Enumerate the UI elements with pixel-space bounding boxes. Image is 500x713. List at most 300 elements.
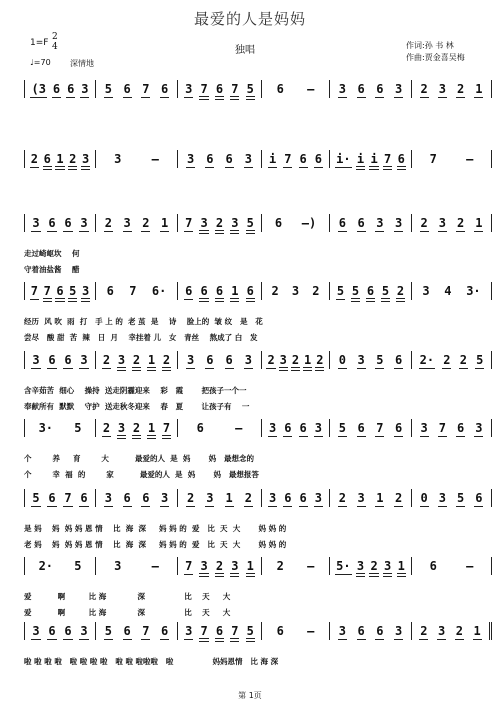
note: 7	[30, 284, 39, 298]
note: –	[466, 559, 474, 573]
note: 3	[81, 152, 90, 166]
measure	[412, 150, 492, 168]
note: 3	[104, 491, 112, 505]
note: 2	[395, 491, 403, 505]
note: 7	[429, 152, 437, 166]
measure	[330, 622, 412, 640]
measure	[24, 622, 96, 640]
expression-marking: 深情地	[70, 59, 94, 68]
note: 3	[269, 491, 277, 505]
note: 6	[429, 559, 437, 573]
measure	[262, 282, 330, 300]
note: 7	[142, 624, 150, 638]
note: 0	[338, 353, 346, 367]
notation-row	[24, 280, 492, 300]
note: 1	[475, 82, 483, 96]
note: 7	[200, 82, 208, 96]
note: 2	[396, 284, 405, 298]
note: 3	[161, 491, 169, 505]
measure	[262, 489, 330, 507]
note: 3	[422, 284, 430, 298]
note: 6	[395, 421, 403, 435]
measure	[412, 419, 492, 437]
lyric-line: 啦 啦 啦 啦 啦 啦 啦 啦 啦 啦 啦啦啦 啦 妈妈恩情 比 海 深	[24, 657, 279, 666]
tempo-marking: ♩=70	[30, 58, 51, 67]
note: 3	[356, 559, 365, 573]
note: 3	[185, 82, 193, 96]
measure	[24, 557, 96, 575]
note: 2	[420, 216, 428, 230]
note: 2	[215, 559, 224, 573]
lyric-line: 含辛茹苦 细心 操持 送走阴霾迎来 彩 霞 把孩子一个一	[24, 386, 247, 395]
note: 7	[185, 559, 193, 573]
measure	[96, 150, 178, 168]
lyric-line: 个 幸 福 的 家 最爱的人 是 妈 妈 最想报答	[24, 470, 259, 479]
note: 2	[69, 152, 77, 166]
note: 7	[384, 152, 392, 166]
note: 3	[32, 216, 40, 230]
measure	[96, 351, 178, 369]
measure	[330, 489, 412, 507]
note: 5	[246, 216, 254, 230]
measure	[178, 557, 262, 575]
measure	[24, 282, 96, 300]
note: 3	[117, 421, 126, 435]
note: 3	[438, 82, 446, 96]
note: –)	[301, 216, 317, 230]
note: 2	[142, 216, 150, 230]
note: 7	[162, 421, 171, 435]
notation-row	[24, 487, 492, 507]
note: 6	[64, 216, 72, 230]
notation-row	[24, 417, 492, 437]
note: 3	[244, 353, 252, 367]
measure	[96, 282, 178, 300]
note: 3	[231, 216, 239, 230]
note: 3	[123, 216, 131, 230]
measure	[262, 80, 330, 98]
note: 5	[69, 284, 77, 298]
note: 7	[200, 624, 208, 638]
note: 1	[475, 216, 483, 230]
note: 3	[117, 353, 126, 367]
note: 6	[48, 491, 56, 505]
note: –	[235, 421, 243, 435]
note: 3	[244, 152, 252, 166]
note: 6	[376, 624, 384, 638]
note: 6	[206, 353, 214, 367]
note: 3	[32, 353, 40, 367]
note: 7	[64, 491, 72, 505]
score-line	[24, 148, 492, 176]
note: 6	[48, 624, 56, 638]
lyric-line: 尝尽 酸 甜 苦 辣 日 月 幸挂着 儿 女 青丝 熬成了 白 发	[24, 333, 258, 342]
note: 2	[102, 421, 111, 435]
note: 1	[231, 284, 239, 298]
note: 7	[231, 82, 239, 96]
note: 5	[104, 624, 112, 638]
note: 7	[231, 624, 239, 638]
note: 3	[187, 152, 195, 166]
lyric-line: 奉献所有 默默 守护 送走秋冬迎来 春 夏 让孩子有 一	[24, 402, 250, 411]
note: 1	[304, 353, 312, 367]
note: 7	[284, 152, 292, 166]
song-title: 最爱的人是妈妈	[193, 10, 306, 28]
note: 2	[162, 353, 171, 367]
measure	[24, 150, 96, 168]
note: 3	[279, 353, 287, 367]
note: 2	[459, 353, 467, 367]
note: 3	[187, 353, 195, 367]
note: 6	[161, 624, 169, 638]
measure	[24, 214, 96, 232]
note: –	[307, 82, 315, 96]
note: 6	[48, 353, 56, 367]
note: 5·	[336, 559, 351, 573]
lyric-line: 走过崎岖坎 何	[24, 249, 80, 258]
note: 5	[457, 491, 465, 505]
note: 0	[420, 491, 428, 505]
note: 1	[147, 421, 156, 435]
notation-row	[24, 78, 492, 98]
note: 6	[357, 82, 365, 96]
note: 2	[291, 353, 300, 367]
note: 6	[43, 152, 51, 166]
note: 6	[206, 152, 214, 166]
note: 6	[56, 284, 64, 298]
note: 5	[74, 559, 82, 573]
measure	[330, 351, 412, 369]
note: 6	[52, 82, 61, 96]
note: 3	[357, 491, 365, 505]
time-signature-top: 2	[52, 32, 58, 42]
note: 5	[376, 353, 384, 367]
score-line	[24, 555, 492, 617]
measure	[178, 489, 262, 507]
lyric-line: 经历 风 吹 雨 打 手 上 的 老 茧 是 诗 脸上的 皱 纹 是 花	[24, 317, 263, 326]
note: 5	[32, 491, 40, 505]
note: 3	[338, 624, 346, 638]
measure	[330, 419, 412, 437]
note: 3	[291, 284, 300, 298]
note: 3	[395, 216, 403, 230]
note: 6	[64, 624, 72, 638]
measure	[178, 150, 262, 168]
measure	[178, 282, 262, 300]
note: 3	[357, 353, 365, 367]
note: 3	[438, 491, 446, 505]
note: 3	[200, 559, 208, 573]
note: 3	[475, 421, 483, 435]
note: 5	[246, 624, 254, 638]
note: 2	[267, 353, 275, 367]
note: 2	[102, 353, 111, 367]
note: 2	[132, 353, 141, 367]
note: –	[151, 152, 159, 166]
note: 6	[123, 491, 131, 505]
notation-row	[24, 148, 492, 168]
note: 5	[381, 284, 390, 298]
note: 3	[395, 82, 403, 96]
measure	[96, 557, 178, 575]
score-line	[24, 417, 492, 479]
measure	[178, 214, 262, 232]
lyric-line: 爱 啊 比 海 深 比 天 大	[24, 608, 231, 617]
note: 7	[185, 216, 193, 230]
note: 2·	[38, 559, 54, 573]
lyric-line: 守着油盐酱 醋	[24, 265, 80, 274]
note: 1	[225, 491, 233, 505]
measure	[24, 489, 96, 507]
note: 3	[114, 559, 122, 573]
measure	[330, 80, 412, 98]
note: 7	[129, 284, 137, 298]
note: 6	[299, 152, 307, 166]
note: 6	[397, 152, 405, 166]
measure	[96, 214, 178, 232]
note: 2·	[419, 353, 435, 367]
note: 6	[185, 284, 193, 298]
note: 3	[231, 559, 239, 573]
note: 6	[338, 216, 346, 230]
note: i	[269, 152, 277, 166]
measure	[412, 489, 492, 507]
lyric-line: 爱 啊 比 海 深 比 天 大	[24, 592, 231, 601]
time-signature-bottom: 4	[52, 42, 58, 52]
note: 3	[384, 559, 392, 573]
note: 2	[316, 353, 324, 367]
note: 6	[246, 284, 254, 298]
note: 6	[357, 421, 365, 435]
time-signature	[52, 32, 58, 52]
note: 4	[444, 284, 452, 298]
note: 2	[312, 284, 320, 298]
note: 3	[114, 152, 122, 166]
note: 2	[443, 353, 451, 367]
note: 6	[276, 624, 284, 638]
note: 3·	[466, 284, 481, 298]
note: 2	[187, 491, 195, 505]
measure	[412, 282, 492, 300]
note: 3	[81, 284, 90, 298]
note: 3	[81, 82, 89, 96]
note: 6	[299, 421, 307, 435]
note: (3	[31, 82, 46, 96]
note: 2	[271, 284, 279, 298]
note: 2	[104, 216, 112, 230]
note: 5	[246, 82, 254, 96]
note: 6	[215, 624, 224, 638]
note: –	[307, 624, 315, 638]
note: 2	[455, 624, 463, 638]
lyric-line: 个 养 育 大 最爱的人 是 妈 妈 最想念的	[24, 454, 254, 463]
note: 3	[32, 624, 40, 638]
note: 6	[200, 284, 208, 298]
note: 7	[142, 82, 150, 96]
measure	[330, 557, 412, 575]
notation-row	[24, 620, 492, 640]
note: 2	[244, 491, 252, 505]
note: 6·	[151, 284, 167, 298]
lyric-line: 老 妈 妈 妈 妈 恩 情 比 海 深 妈 妈 的 爱 比 天 大 妈 妈 的	[24, 540, 287, 549]
note: –	[151, 559, 159, 573]
note: 3	[80, 353, 88, 367]
note: 2	[457, 216, 465, 230]
note: i·	[336, 152, 351, 166]
note: 3	[395, 624, 403, 638]
note: 1	[147, 353, 156, 367]
note: 3	[314, 421, 322, 435]
measure	[24, 80, 96, 98]
measure	[330, 214, 412, 232]
note: 6	[215, 82, 224, 96]
note: –	[307, 559, 315, 573]
note: 6	[48, 216, 56, 230]
note: 3	[338, 82, 346, 96]
note: 3	[376, 216, 384, 230]
score-line	[24, 280, 492, 342]
note: 2	[30, 152, 39, 166]
measure	[96, 622, 178, 640]
note: 1	[161, 216, 169, 230]
measure	[178, 80, 262, 98]
note: 6	[284, 491, 292, 505]
score-line	[24, 349, 492, 411]
measure	[262, 622, 330, 640]
note: 2	[338, 491, 346, 505]
note: 3	[314, 491, 322, 505]
notation-row	[24, 212, 492, 232]
note: 6	[284, 421, 292, 435]
measure	[262, 150, 330, 168]
note: 5	[351, 284, 360, 298]
note: 3	[420, 421, 428, 435]
measure	[412, 214, 492, 232]
score-line	[24, 78, 492, 106]
note: 7	[376, 421, 384, 435]
page-number: 第 1页	[238, 691, 262, 700]
note: 6	[276, 82, 284, 96]
note: 6	[475, 491, 483, 505]
note: 3	[80, 216, 88, 230]
score-line	[24, 212, 492, 274]
note: 3	[438, 216, 446, 230]
notation-row	[24, 555, 492, 575]
note: 7	[438, 421, 446, 435]
note: 6	[274, 216, 283, 230]
note: 6	[64, 353, 72, 367]
note: –	[466, 152, 474, 166]
note: 6	[123, 624, 131, 638]
note: 5	[74, 421, 82, 435]
lyricist-credit: 作词:孙 书 林	[406, 41, 454, 50]
note: 6	[395, 353, 403, 367]
note: 2	[420, 82, 428, 96]
note: 2	[420, 624, 428, 638]
note: 6	[225, 353, 233, 367]
note: 7	[43, 284, 51, 298]
note: 5	[338, 421, 346, 435]
note: 6	[80, 491, 88, 505]
note: 3	[200, 216, 208, 230]
lyric-line: 是 妈 妈 妈 妈 恩 情 比 海 深 妈 妈 的 爱 比 天 大 妈 妈 的	[24, 524, 287, 533]
measure	[330, 150, 412, 168]
note: 1	[56, 152, 64, 166]
note: 1	[473, 624, 481, 638]
measure	[412, 622, 492, 640]
note: 5	[476, 353, 484, 367]
note: 3	[80, 624, 88, 638]
composer-credit: 作曲:贾金喜吴梅	[406, 53, 465, 62]
note: 2	[276, 559, 284, 573]
measure	[178, 351, 262, 369]
performance-type: 独唱	[235, 45, 255, 56]
note: 5	[104, 82, 112, 96]
note: 1	[397, 559, 405, 573]
note: 3	[269, 421, 277, 435]
measure	[412, 80, 492, 98]
note: 2	[457, 82, 465, 96]
score-line	[24, 487, 492, 549]
note: 6	[314, 152, 322, 166]
score-line	[24, 620, 492, 666]
note: 6	[457, 421, 465, 435]
note: 6	[67, 82, 75, 96]
notation-row	[24, 349, 492, 369]
key-signature: 1=F	[30, 38, 49, 48]
note: 6	[366, 284, 375, 298]
note: i	[356, 152, 365, 166]
measure	[262, 557, 330, 575]
measure	[412, 351, 492, 369]
measure	[330, 282, 412, 300]
measure	[24, 419, 96, 437]
measure	[178, 622, 262, 640]
measure	[262, 419, 330, 437]
note: 6	[106, 284, 114, 298]
note: 6	[123, 82, 131, 96]
note: i	[370, 152, 378, 166]
note: 5	[336, 284, 345, 298]
note: 6	[215, 284, 224, 298]
note: 3	[438, 624, 446, 638]
note: 6	[161, 82, 169, 96]
note: 6	[376, 82, 384, 96]
note: 6	[357, 216, 365, 230]
note: 1	[246, 559, 254, 573]
note: 3·	[38, 421, 54, 435]
note: 3	[206, 491, 214, 505]
note: 2	[370, 559, 378, 573]
note: 3	[185, 624, 193, 638]
measure	[178, 419, 262, 437]
measure	[24, 351, 96, 369]
note: 2	[215, 216, 224, 230]
measure	[412, 557, 492, 575]
measure	[262, 351, 330, 369]
measure	[96, 419, 178, 437]
measure	[262, 214, 330, 232]
note: 1	[376, 491, 384, 505]
note: 6	[196, 421, 204, 435]
note: 2	[132, 421, 141, 435]
note: 6	[142, 491, 150, 505]
note: 6	[357, 624, 365, 638]
measure	[96, 80, 178, 98]
note: 6	[225, 152, 233, 166]
measure	[96, 489, 178, 507]
note: 6	[299, 491, 307, 505]
